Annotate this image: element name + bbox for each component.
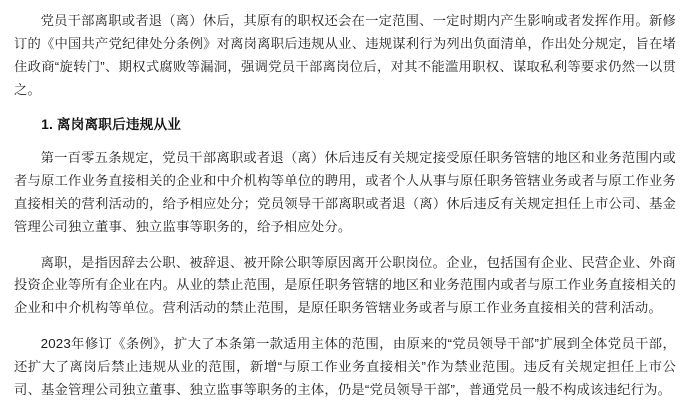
section-heading-1: 1. 离岗离职后违规从业 xyxy=(41,117,182,133)
paragraph-definition: 离职，是指因辞去公职、被辞退、被开除公职等原因离开公职岗位。企业，包括国有企业、民营企业、外商投资企业等所有企业在内。从业的禁止范围，是原任职务管辖的地区和业务范围内或者与原工作业务直接相关的企业和中介机构等单位。营利活动的禁止范围，是原任职务管辖业务或者与原工作业务直接相关的营利活动。 xyxy=(14,254,676,316)
paragraph-amendment-2023: 2023年修订《条例》，扩大了本条第一款适用主体的范围，由原来的“党员领导干部”扩展到全体党员干部，还扩大了离岗后禁止违规从业的范围，新增“与原工作业务直接相关”作为禁业范围。违反有关规定担任上市公司、基金管理公司独立董事、独立监事等职务的主体，仍是“党员领导干部”，普通党员一般不构成该违纪行为。 xyxy=(14,336,676,397)
paragraph-intro: 党员干部离职或者退（离）休后，其原有的职权还会在一定范围、一定时期内产生影响或者发挥作用。新修订的《中国共产党纪律处分条例》对离岗离职后违规从业、违规谋利行为列出负面清单，作出处分规定，旨在堵住政商“旋转门”、期权式腐败等漏洞，强调党员干部离岗位后，对其不能滥用职权、谋取私利等要求仍然一以贯之。 xyxy=(14,13,676,97)
paragraph-article-105: 第一百零五条规定，党员干部离职或者退（离）休后违反有关规定接受原任职务管辖的地区和业务范围内或者与原工作业务直接相关的企业和中介机构等单位的聘用，或者个人从事与原任职务管辖业务或者与原工作业务直接相关的营利活动的，给予相应处分；党员领导干部离职或者退（离）休后违反有关规定担任上市公司、基金管理公司独立董事、独立监事等职务的，给予相应处分。 xyxy=(14,150,676,234)
